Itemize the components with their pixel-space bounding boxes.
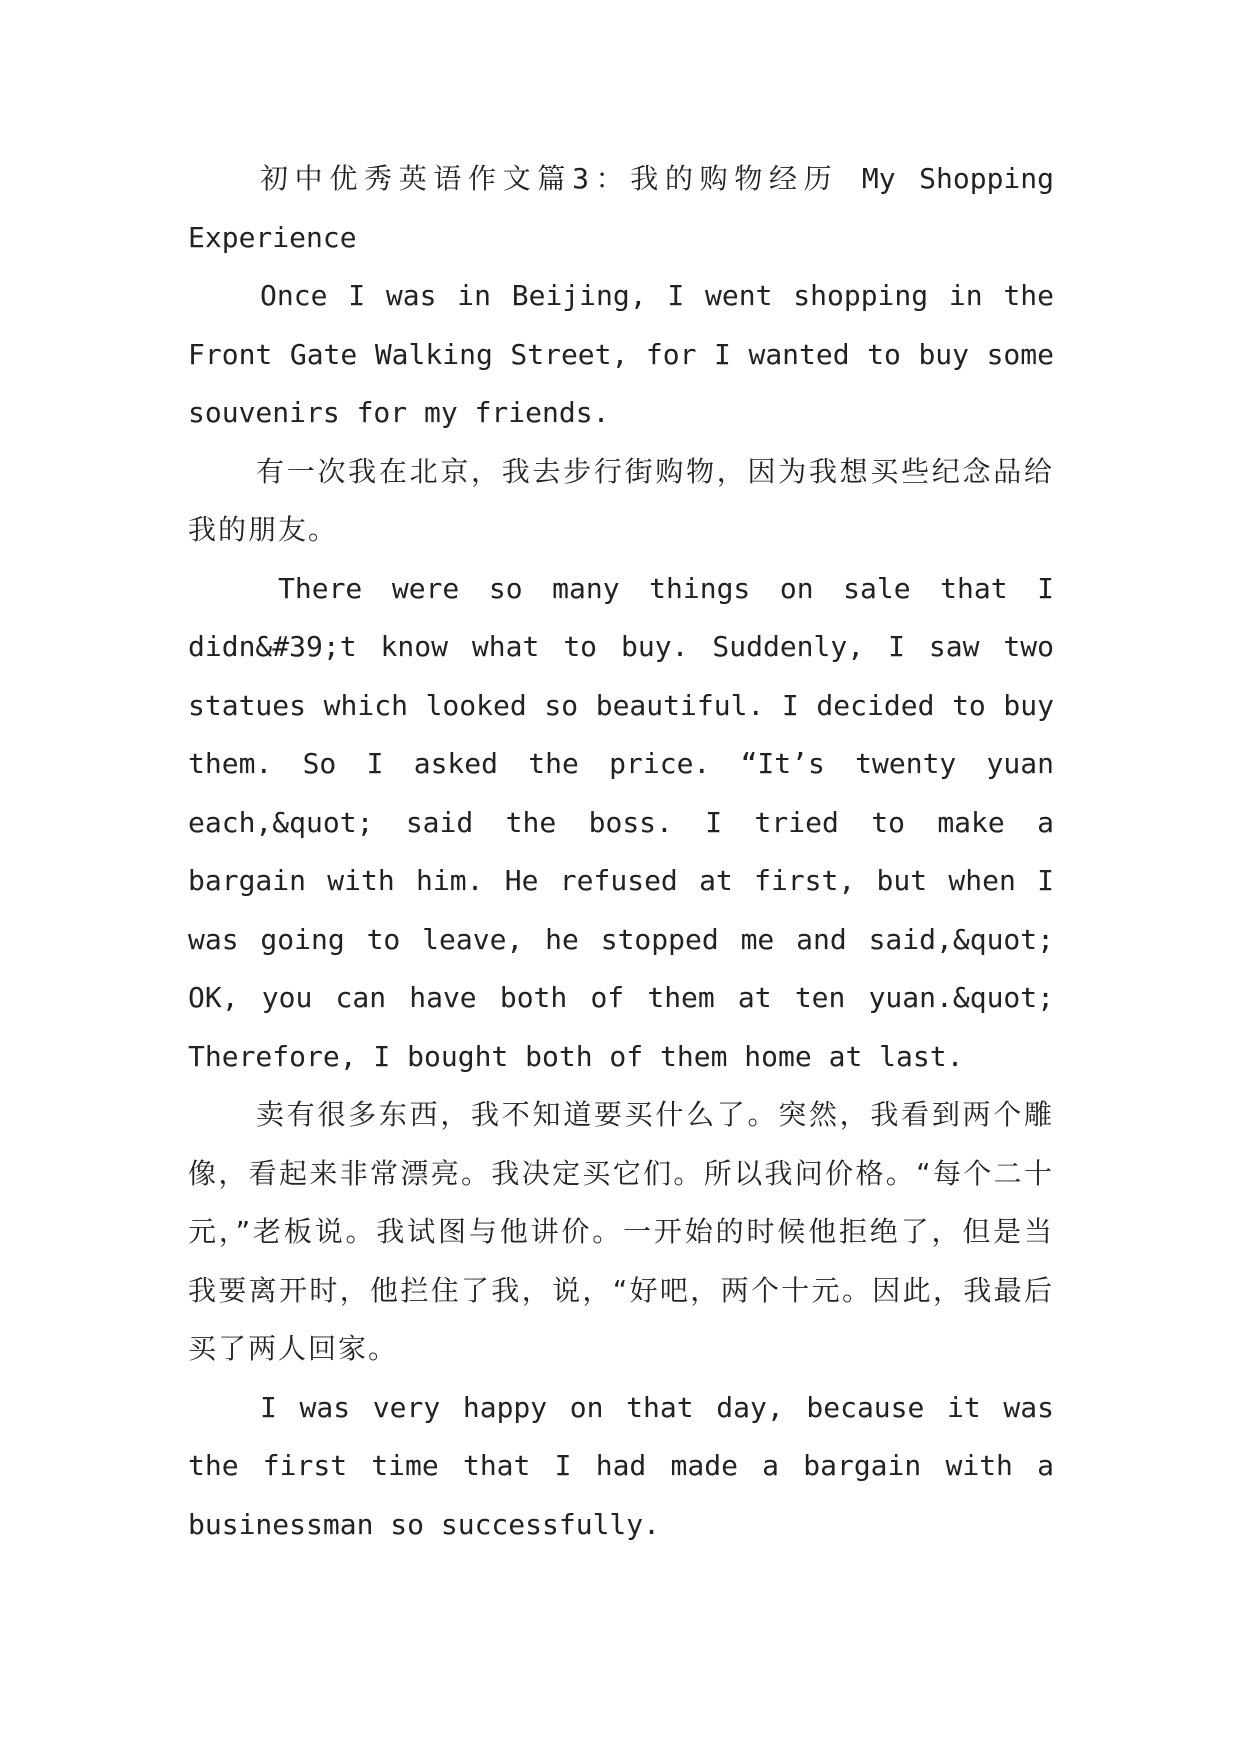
document-body [188, 150, 1054, 1554]
paragraph-english-2: There were so many things on sale that I didn&#39;t know what to buy. Suddenly, I saw two statues which looked so beautiful. I decided to buy them. So I asked the price. “It’s twenty yuan each,&quot; said the boss. I tried to make a bargain with him. He refused at first, but when I was going to leave, he stopped me and said,&quot; OK, you can have both of them at ten yuan.&quot; Therefore, I bought both of them home at last. [188, 571, 1054, 1073]
paragraph-chinese-1: 有一次我在北京，我去步行街购物，因为我想买些纪念品给我的朋友。 [188, 454, 1054, 546]
document-title: 初中优秀英语作文篇3：我的购物经历 My Shopping Experience [188, 162, 1054, 254]
paragraph-english-1: Once I was in Beijing, I went shopping in the Front Gate Walking Street, for I wanted to buy some souvenirs for my friends. [188, 279, 1054, 429]
paragraph-english-3: I was very happy on that day, because it was the first time that I had made a bargain with a businessman so successfully. [188, 1390, 1054, 1541]
paragraph-chinese-2: 卖有很多东西，我不知道要买什么了。突然，我看到两个雕像，看起来非常漂亮。我决定买它们。所以我问价格。“每个二十元，”老板说。我试图与他讲价。一开始的时候他拒绝了，但是当我要离开时，他拦住了我，说，“好吧，两个十元。因此，我最后买了两人回家。 [188, 1098, 1054, 1365]
